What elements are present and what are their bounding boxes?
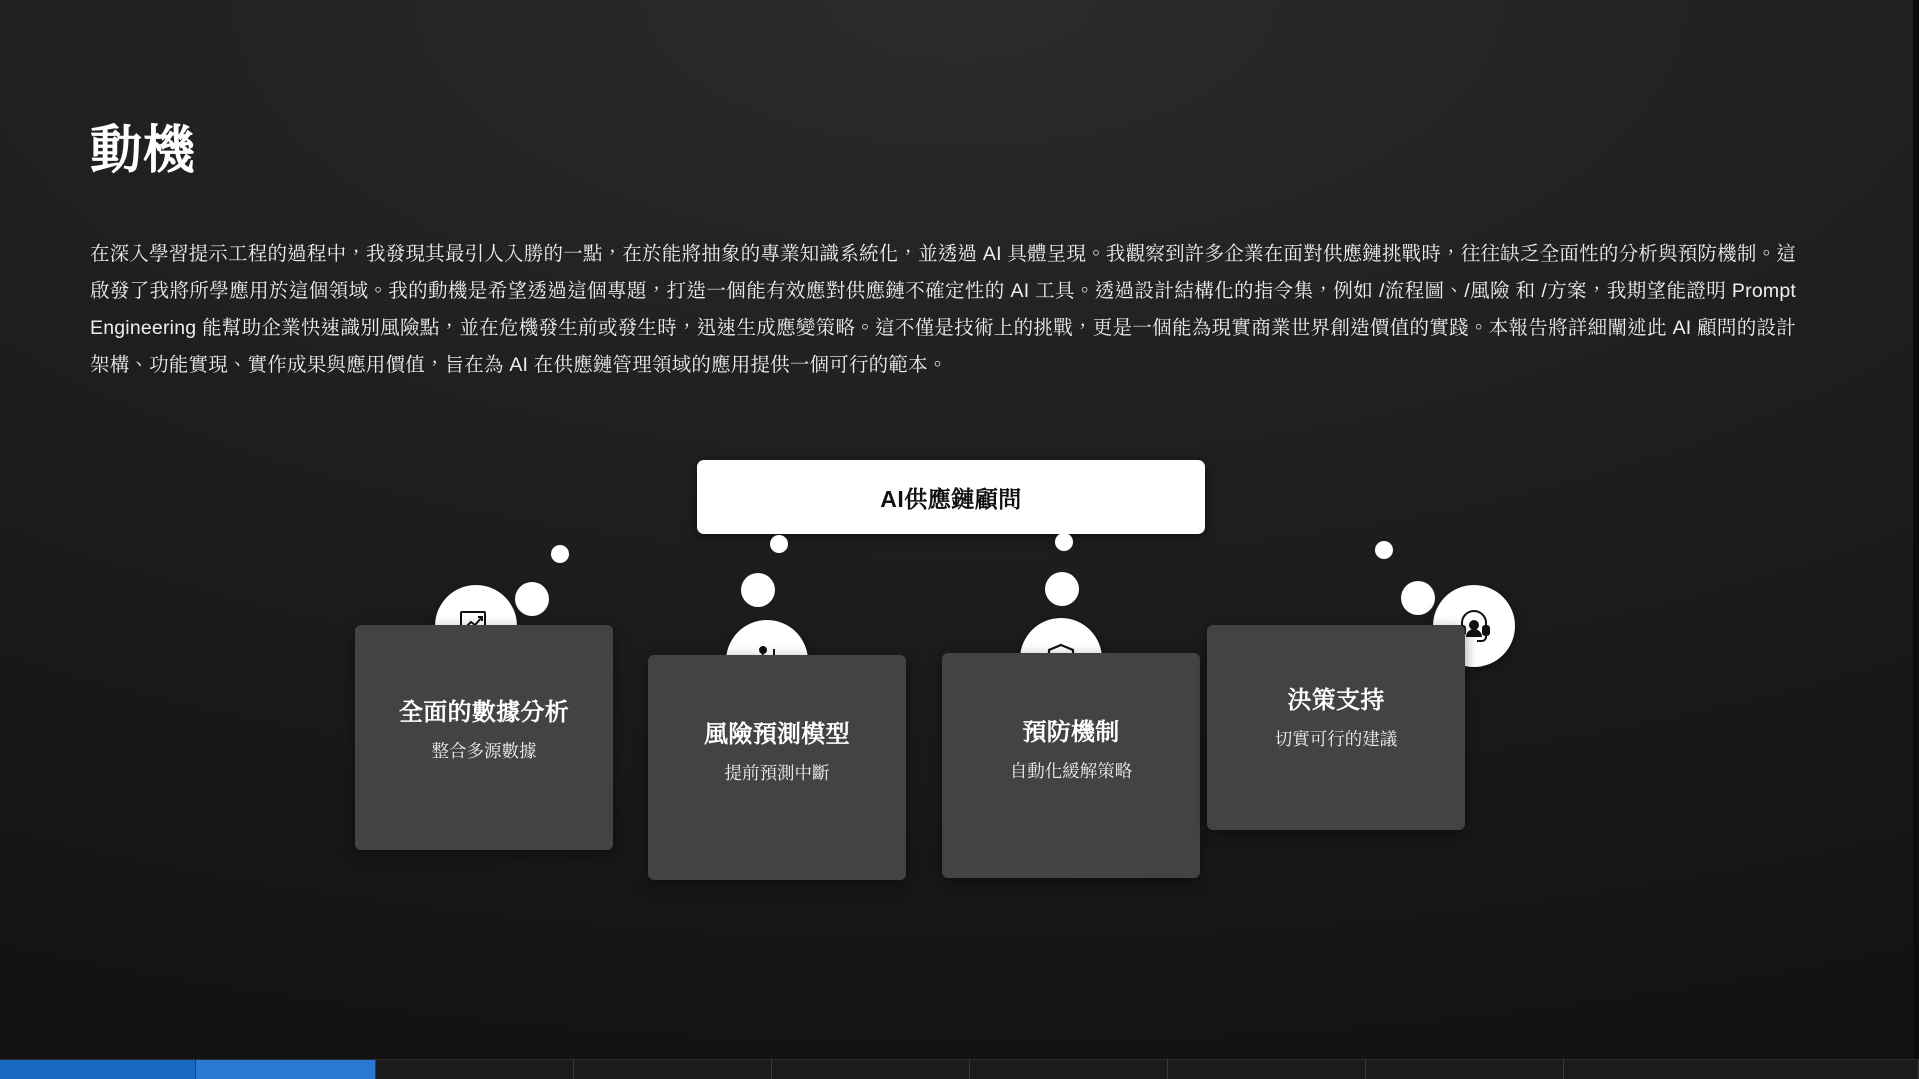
diagram-card-2 [648, 655, 906, 880]
taskbar-item[interactable] [970, 1060, 1168, 1079]
taskbar-item-active[interactable] [0, 1060, 196, 1079]
slide-content [90, 0, 1830, 1060]
page-title: 動機 [90, 121, 197, 180]
connector-dot-large [1401, 581, 1435, 615]
diagram-branch-1 [355, 440, 615, 900]
diagram-branch-4 [1235, 440, 1495, 900]
diagram-card-3 [942, 653, 1200, 878]
scroll-edge[interactable] [1913, 0, 1919, 1060]
diagram-card-subtitle: 整合多源數據 [431, 741, 537, 761]
connector-dot-large [515, 582, 549, 616]
bottom-taskbar[interactable] [0, 1059, 1919, 1079]
diagram-card-1 [355, 625, 613, 850]
taskbar-item[interactable] [1366, 1060, 1564, 1079]
diagram-card-4 [1207, 625, 1465, 830]
connector-dot-small [1055, 533, 1073, 551]
diagram-card-title: 風險預測模型 [704, 721, 850, 748]
body-paragraph: 在深入學習提示工程的過程中，我發現其最引人入勝的一點，在於能將抽象的專業知識系統化，並透過 AI 具體呈現。我觀察到許多企業在面對供應鏈挑戰時，往往缺乏全面性的分析與預防機制。這啟發了我將所學應用於這個領域。我的動機是希望透過這個專題，打造一個能有效應對供應鏈不確定性的 AI 工具。透過設計結構化的指令集，例如 /流程圖、/風險 和 /方案，我期望能證明 Prompt Engineering 能幫助企業快速識別風險點，並在危機發生前或發生時，迅速生成應變策略。這不僅是技術上的挑戰，更是一個能為現實商業世界創造價值的實踐。本報告將詳細闡述此 AI 顧問的設計架構、功能實現、實作成果與應用價值，旨在為 AI 在供應鏈管理領域的應用提供一個可行的範本。 [90, 242, 1796, 376]
diagram-card-title: 全面的數據分析 [398, 699, 570, 726]
diagram-branch-2 [648, 440, 908, 900]
connector-dot-small [551, 545, 569, 563]
diagram-card-subtitle: 提前預測中斷 [724, 763, 830, 783]
connector-dot-large [741, 573, 775, 607]
taskbar-item-secondary[interactable] [196, 1060, 376, 1079]
taskbar-item[interactable] [1564, 1060, 1919, 1079]
diagram-root-label: AI供應鏈顧問 [880, 485, 1022, 512]
connector-dot-large [1045, 572, 1079, 606]
diagram [90, 440, 1830, 970]
diagram-card-subtitle: 切實可行的建議 [1274, 729, 1398, 749]
diagram-branch-3 [942, 440, 1202, 900]
taskbar-item[interactable] [772, 1060, 970, 1079]
diagram-card-title: 預防機制 [1022, 719, 1120, 746]
connector-dot-small [770, 535, 788, 553]
taskbar-item[interactable] [574, 1060, 772, 1079]
diagram-card-title: 決策支持 [1287, 687, 1385, 714]
connector-dot-small [1375, 541, 1393, 559]
taskbar-item[interactable] [376, 1060, 574, 1079]
diagram-card-subtitle: 自動化緩解策略 [1009, 761, 1133, 781]
taskbar-item[interactable] [1168, 1060, 1366, 1079]
